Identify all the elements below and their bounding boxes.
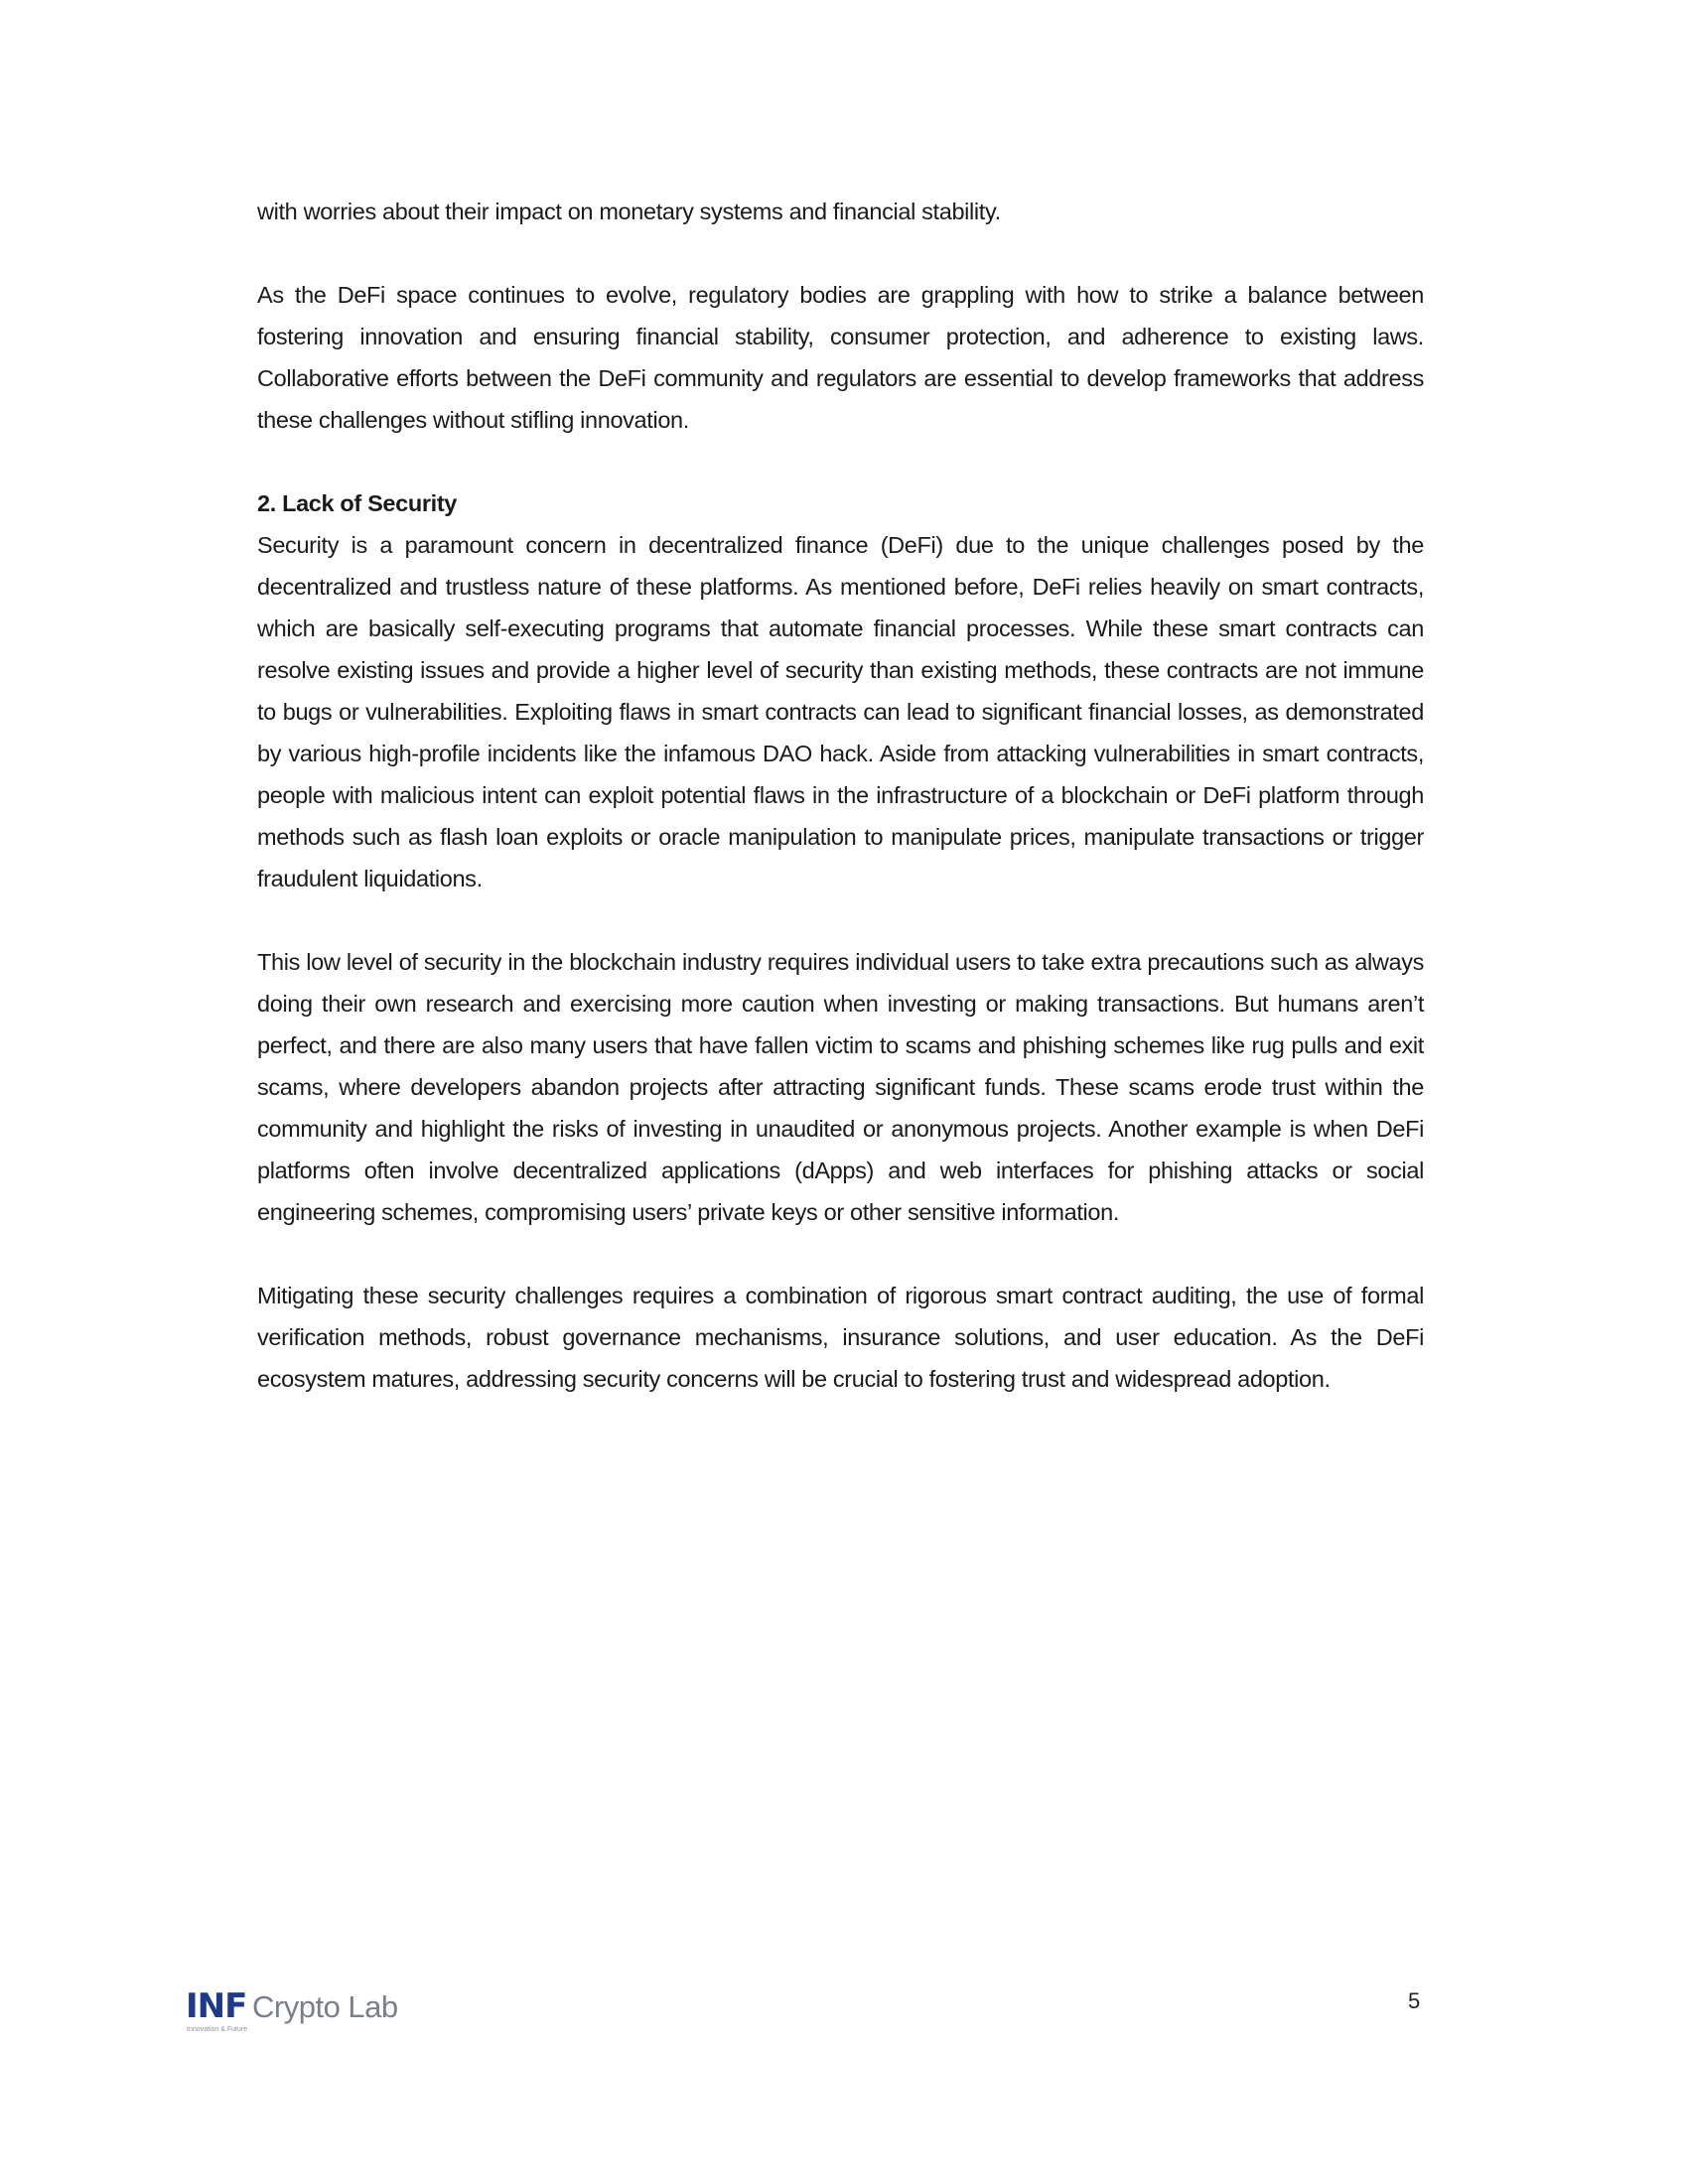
logo-mark: INF xyxy=(186,1986,247,2026)
section-heading: 2. Lack of Security xyxy=(257,490,458,516)
paragraph-continuation: with worries about their impact on monetary systems and financial stability. xyxy=(257,199,1001,224)
page-number: 5 xyxy=(1408,1988,1421,2013)
paragraph-security-concern: Security is a paramount concern in decentralized finance (DeFi) due to the unique challenges posed by the decentralized and trustless nature of these platforms. As mentioned before, DeFi relies heavily on smart contracts, which are basically self-executing programs that automate financial processes. While these smart contracts can resolve existing issues and provide a higher level of security than existing methods, these contracts are not immune to bugs or vulnerabilities. Exploiting flaws in smart contracts can lead to significant financial losses, as demonstrated by various high-profile incidents like the infamous DAO hack. Aside from attacking vulnerabilities in smart contracts, people with malicious intent can exploit potential flaws in the infrastructure of a blockchain or DeFi platform through methods such as flash loan exploits or oracle manipulation to manipulate prices, manipulate transactions or trigger fraudulent liquidations. xyxy=(257,532,1424,891)
inf-crypto-lab-logo xyxy=(186,1988,414,2038)
document-body xyxy=(257,191,1424,1400)
paragraph-regulation: As the DeFi space continues to evolve, regulatory bodies are grappling with how to strike a balance between fostering innovation and ensuring financial stability, consumer protection, and adherence to existing laws. Collaborative efforts between the DeFi community and regulators are essential to develop frameworks that address these challenges without stifling innovation. xyxy=(257,282,1424,433)
logo-name: Crypto Lab xyxy=(252,1989,398,2024)
paragraph-user-precautions: This low level of security in the blockchain industry requires individual users to take extra precautions such as always doing their own research and exercising more caution when investing or making transactions. But humans aren’t perfect, and there are also many users that have fallen victim to scams and phishing schemes like rug pulls and exit scams, where developers abandon projects after attracting significant funds. These scams erode trust within the community and highlight the risks of investing in unaudited or anonymous projects. Another example is when DeFi platforms often involve decentralized applications (dApps) and web interfaces for phishing attacks or social engineering schemes, compromising users’ private keys or other sensitive information. xyxy=(257,949,1424,1225)
paragraph-mitigation: Mitigating these security challenges requires a combination of rigorous smart contract auditing, the use of formal verification methods, robust governance mechanisms, insurance solutions, and user education. As the DeFi ecosystem matures, addressing security concerns will be crucial to fostering trust and widespread adoption. xyxy=(257,1283,1424,1392)
logo-tagline: Innovation & Future xyxy=(187,2026,248,2033)
